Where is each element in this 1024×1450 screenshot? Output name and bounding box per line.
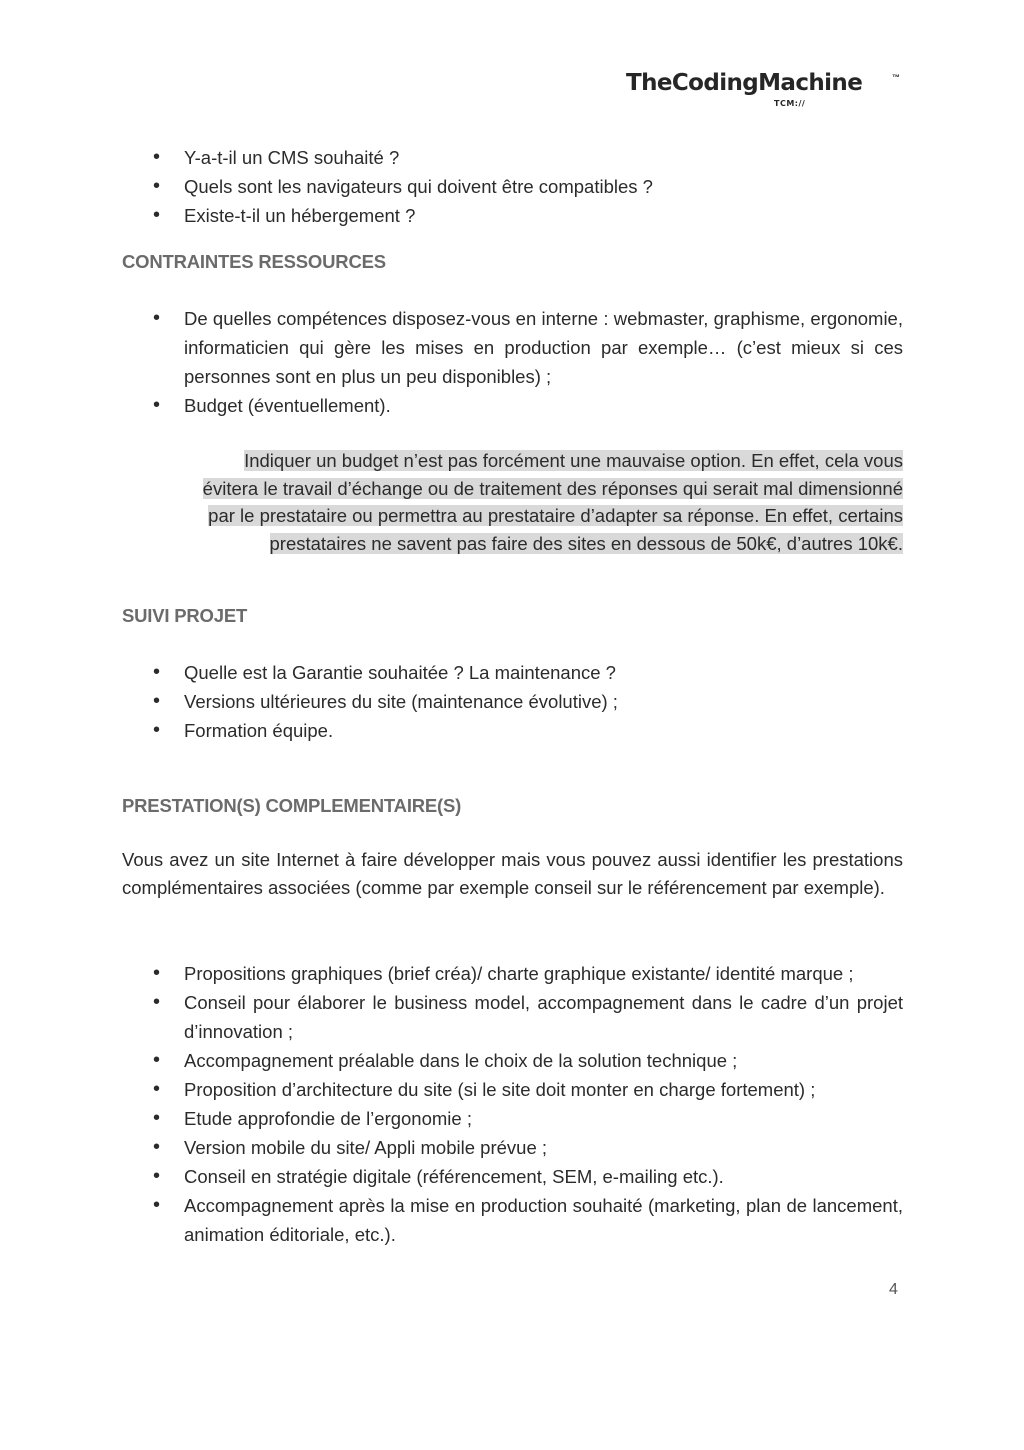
note-line: prestataires ne savent pas faire des sites en dessous de 50k€, d’autres 10k€. bbox=[269, 532, 903, 554]
note-line: évitera le travail d’échange ou de traitement des réponses qui serait mal dimensionné bbox=[202, 477, 903, 499]
list-item: • Quels sont les navigateurs qui doivent être compatibles ? bbox=[122, 172, 903, 201]
list-item: • Y-a-t-il un CMS souhaité ? bbox=[122, 143, 903, 172]
list-item: • Versions ultérieures du site (maintenance évolutive) ; bbox=[122, 687, 903, 716]
list-item: • Formation équipe. bbox=[122, 716, 903, 745]
list-item: • Conseil en stratégie digitale (référencement, SEM, e-mailing etc.). bbox=[122, 1162, 903, 1191]
note-line: par le prestataire ou permettra au prestataire d’adapter sa réponse. En effet, certains bbox=[208, 505, 903, 527]
list-item: • Budget (éventuellement). bbox=[122, 391, 903, 420]
list-item: • Etude approfondie de l’ergonomie ; bbox=[122, 1104, 903, 1133]
list-item: • Conseil pour élaborer le business model, accompagnement dans le cadre d’un projet d’innovation ; bbox=[122, 988, 903, 1046]
logo-trademark: ™ bbox=[892, 73, 900, 82]
note-line: Indiquer un budget n’est pas forcément une mauvaise option. En effet, cela vous bbox=[244, 450, 903, 471]
list-item: • Existe-t-il un hébergement ? bbox=[122, 201, 903, 230]
technical-questions bbox=[122, 143, 903, 230]
intro-paragraph: Vous avez un site Internet à faire développer mais vous pouvez aussi identifier les prestations complémentaires associées (comme par exemple conseil sur le référencement par exemple). bbox=[122, 849, 903, 898]
technical-list bbox=[122, 143, 903, 230]
extra-list-wrap bbox=[122, 959, 903, 1249]
list-item: • Version mobile du site/ Appli mobile prévue ; bbox=[122, 1133, 903, 1162]
follow-list-wrap bbox=[122, 658, 903, 745]
section-extra bbox=[122, 794, 903, 818]
extra-list bbox=[122, 959, 903, 1249]
list-item: • Quelle est la Garantie souhaitée ? La maintenance ? bbox=[122, 658, 903, 687]
resources-list bbox=[122, 304, 903, 420]
follow-list bbox=[122, 658, 903, 745]
company-logo bbox=[626, 70, 906, 120]
section-follow bbox=[122, 604, 903, 628]
section-heading: SUIVI PROJET bbox=[122, 605, 248, 626]
logo-subtitle: TCM:// bbox=[774, 99, 806, 108]
logo-wordmark: TheCodingMachine bbox=[626, 70, 863, 96]
budget-note bbox=[122, 447, 903, 557]
resources-list-wrap bbox=[122, 304, 903, 420]
extra-intro-wrap bbox=[122, 846, 903, 901]
list-item: • Accompagnement après la mise en production souhaité (marketing, plan de lancement, animation éditoriale, etc.). bbox=[122, 1191, 903, 1249]
list-item: • Propositions graphiques (brief créa)/ charte graphique existante/ identité marque ; bbox=[122, 959, 903, 988]
section-heading: PRESTATION(S) COMPLEMENTAIRE(S) bbox=[122, 795, 462, 816]
section-heading: CONTRAINTES RESSOURCES bbox=[122, 251, 386, 272]
list-item: • Proposition d’architecture du site (si le site doit monter en charge fortement) ; bbox=[122, 1075, 903, 1104]
list-item: • Accompagnement préalable dans le choix de la solution technique ; bbox=[122, 1046, 903, 1075]
list-item: • De quelles compétences disposez-vous en interne : webmaster, graphisme, ergonomie, informaticien qui gère les mises en production par exemple… (c’est mieux si ces personnes sont en plus un peu disponibles) ; bbox=[122, 304, 903, 391]
section-resources bbox=[122, 250, 903, 274]
page-number: 4 bbox=[889, 1281, 898, 1298]
